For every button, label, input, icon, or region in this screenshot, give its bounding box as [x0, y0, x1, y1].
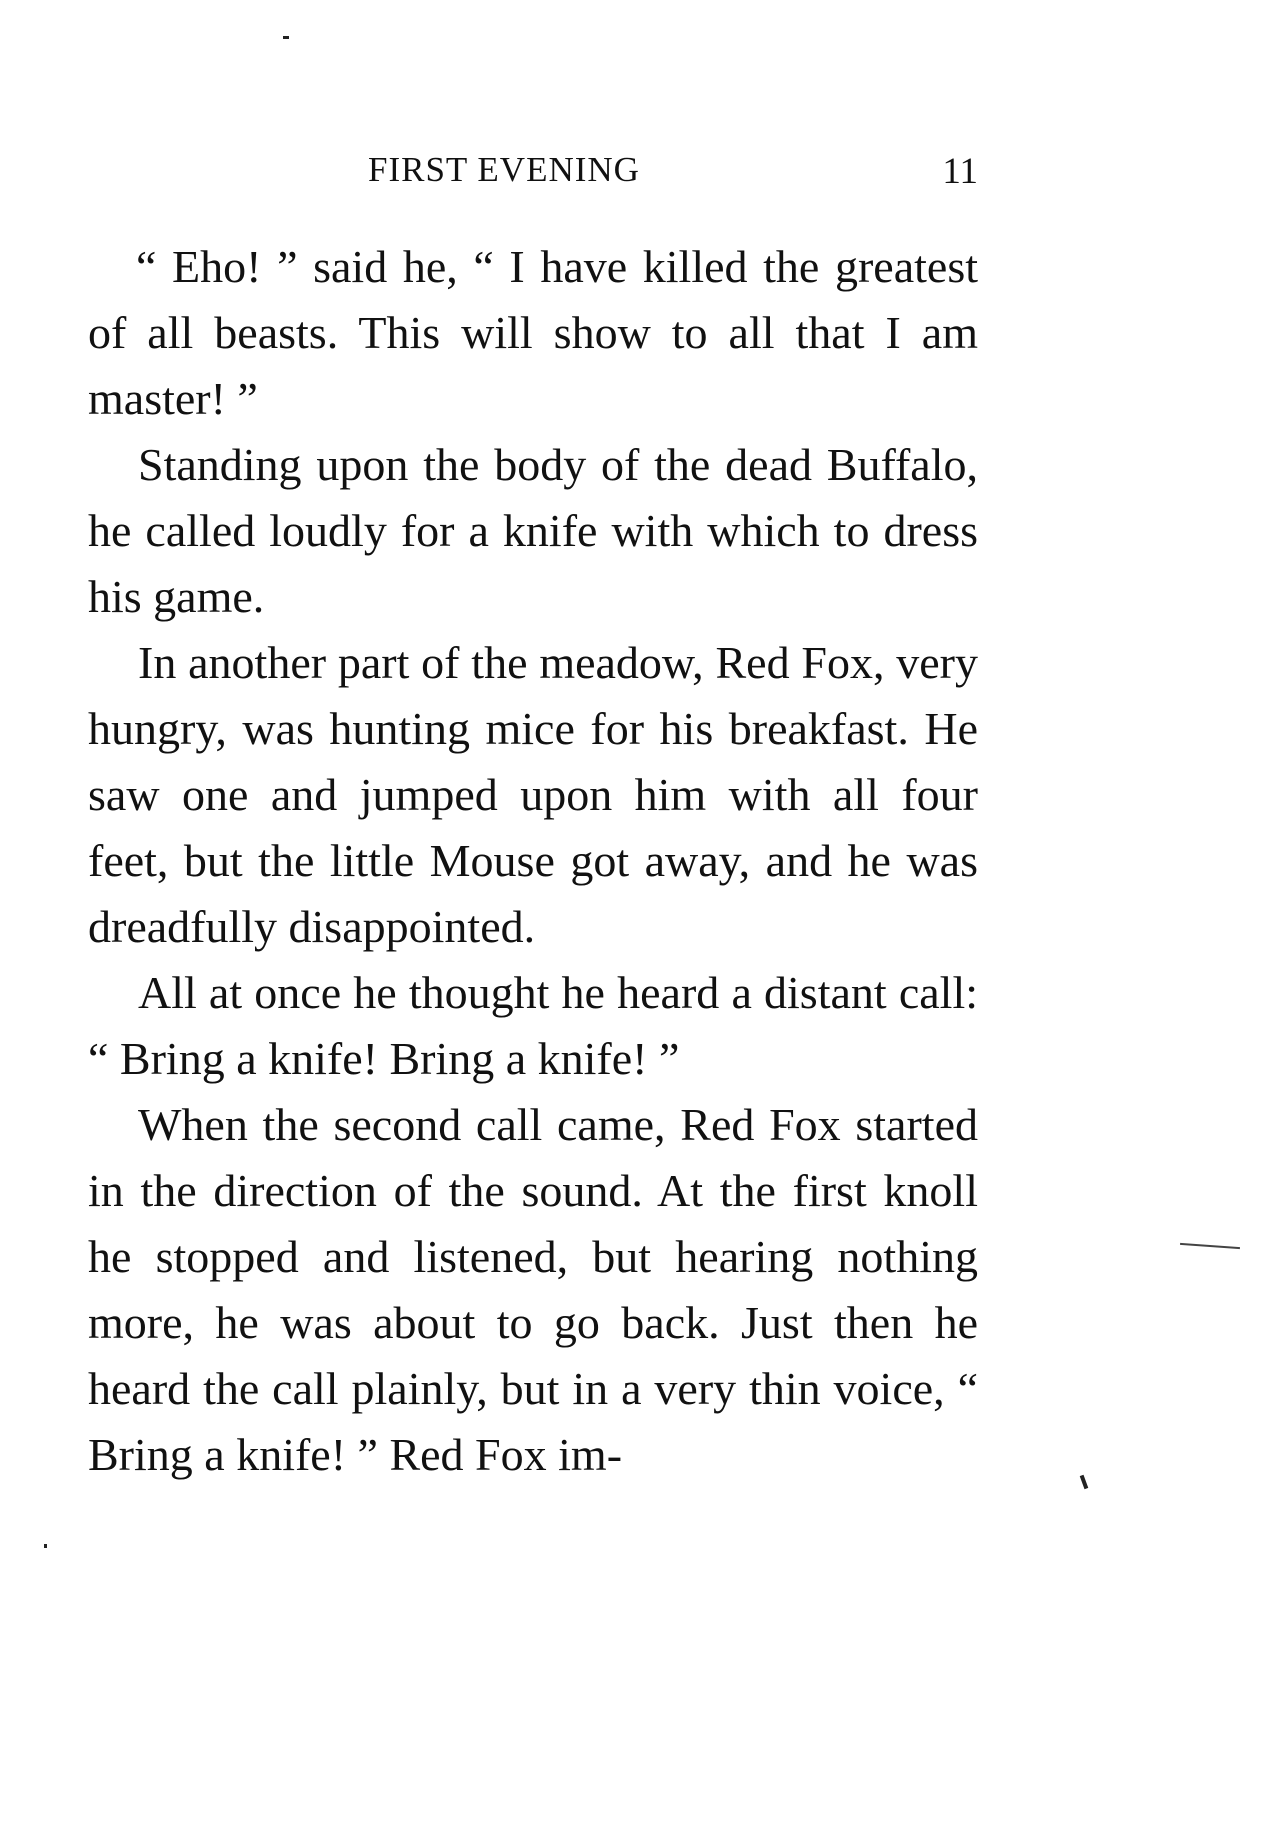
running-head [88, 150, 978, 200]
paragraph: All at once he thought he heard a distant call: “ Bring a knife! Bring a knife! ” [88, 967, 978, 1084]
paragraph: In another part of the meadow, Red Fox, very hungry, was hunting mice for his breakfast. He saw one and jumped upon him with all four feet, but the little Mouse got away, and he was dreadfully disappointed. [88, 637, 978, 952]
print-speck [1080, 1475, 1089, 1490]
paragraph: “ Eho! ” said he, “ I have killed the greatest of all beasts. This will show to all that I am master! ” [88, 241, 978, 424]
print-speck [283, 36, 289, 39]
body-text [88, 234, 978, 1488]
print-speck [1180, 1243, 1240, 1249]
paragraph: When the second call came, Red Fox started in the direction of the sound. At the first knoll he stopped and listened, but hearing nothing more, he was about to go back. Just then he heard the call plainly, but in a very thin voice, “ Bring a knife! ” Red Fox im- [88, 1099, 978, 1480]
print-speck [44, 1544, 47, 1548]
page-number: 11 [942, 151, 978, 192]
running-title: FIRST EVENING [368, 150, 640, 189]
paragraph: Standing upon the body of the dead Buffalo, he called loudly for a knife with which to dress his game. [88, 439, 978, 622]
